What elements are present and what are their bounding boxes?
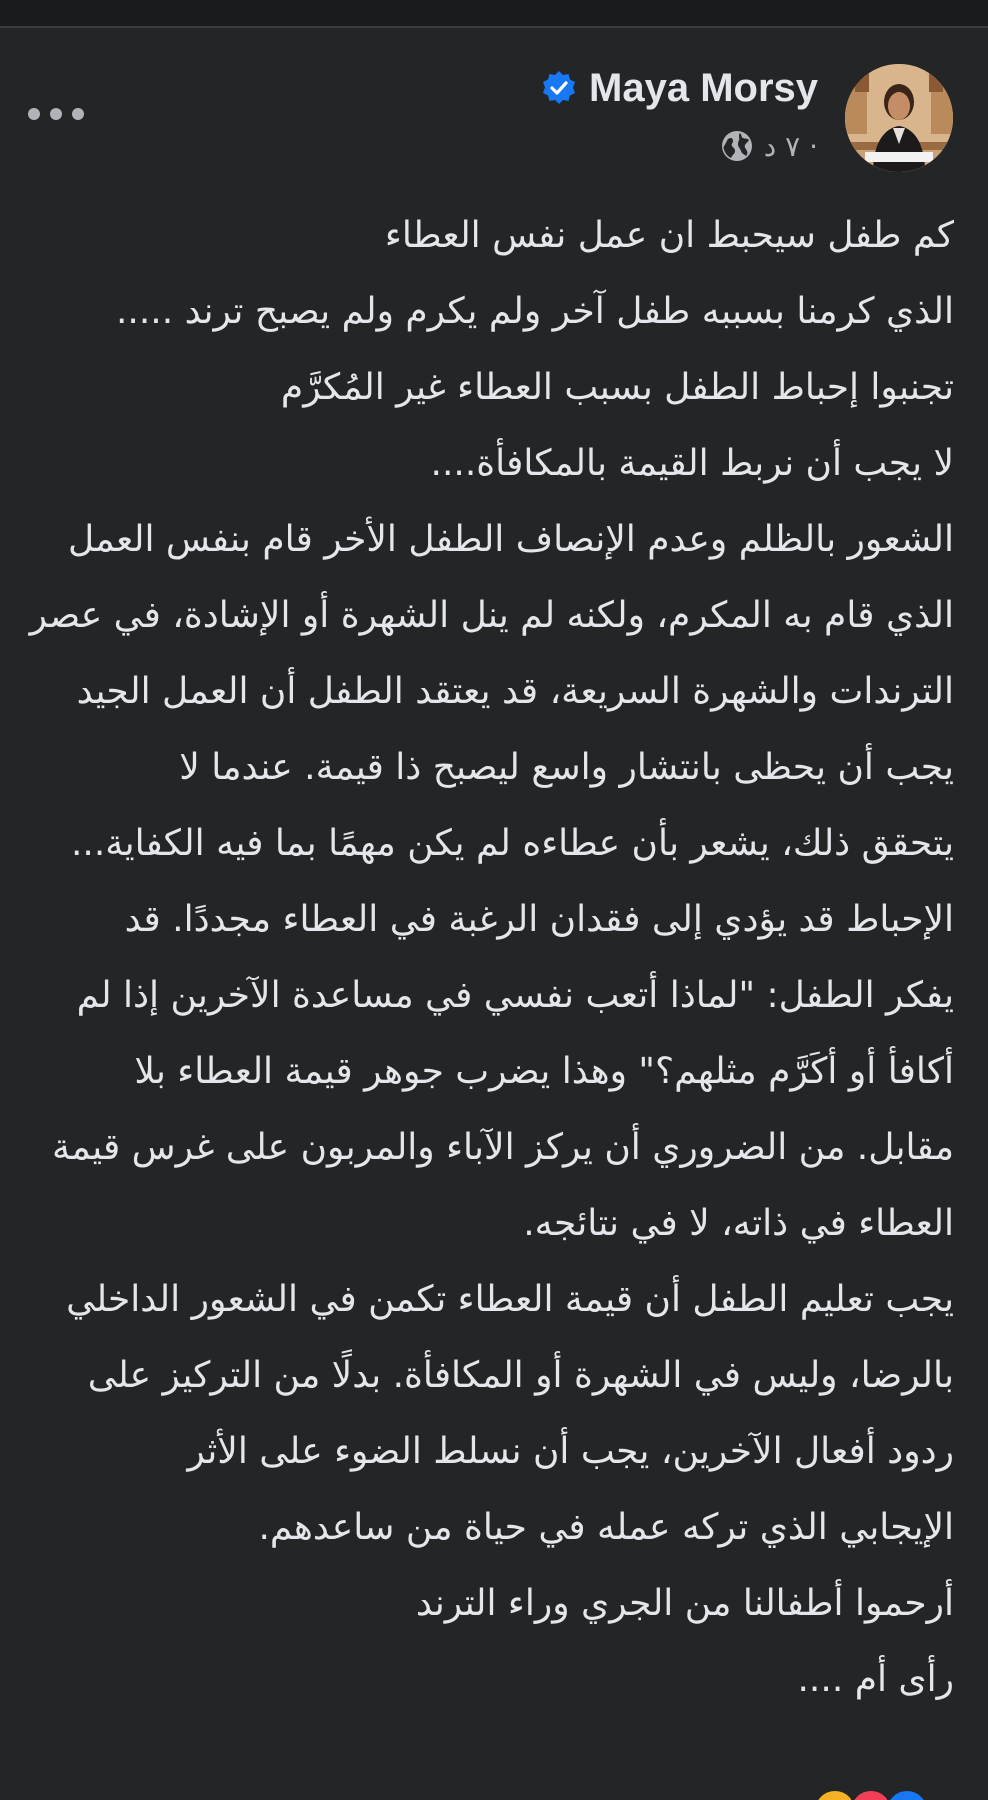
- more-options-dot: [50, 108, 62, 120]
- top-strip: [0, 0, 988, 28]
- author-name[interactable]: Maya Morsy: [589, 65, 818, 110]
- post-meta: [720, 124, 818, 168]
- post-line: يجب تعليم الطفل أن قيمة العطاء تكمن في الشعور الداخلي: [66, 1279, 954, 1320]
- post-header: [0, 28, 988, 178]
- post-line: كم طفل سيحبط ان عمل نفس العطاء: [384, 215, 954, 256]
- avatar-photo: [845, 64, 953, 172]
- post-text: [29, 198, 954, 1718]
- post-line: يفكر الطفل: "لماذا أتعب نفسي في مساعدة الآخرين إذا لم: [76, 975, 954, 1016]
- post-line: يجب أن يحظى بانتشار واسع ليصبح ذا قيمة. عندما لا: [179, 747, 954, 788]
- post-line: الإحباط قد يؤدي إلى فقدان الرغبة في العطاء مجددًا. قد: [124, 899, 954, 940]
- post-line: الذي كرمنا بسببه طفل آخر ولم يكرم ولم يصبح ترند .....: [115, 291, 954, 332]
- post-line: لا يجب أن نربط القيمة بالمكافأة....: [430, 443, 954, 484]
- post-line: تجنبوا إحباط الطفل بسبب العطاء غير المُكرَّم: [280, 367, 954, 408]
- post-line: الإيجابي الذي تركه عمله في حياة من ساعدهم.: [258, 1507, 954, 1548]
- more-options-dot: [72, 108, 84, 120]
- post-line: الشعور بالظلم وعدم الإنصاف الطفل الأخر قام بنفس العمل: [68, 519, 954, 560]
- post-line: أرحموا أطفالنا من الجري وراء الترند: [415, 1583, 954, 1624]
- reaction-icons[interactable]: [822, 1788, 930, 1800]
- verified-badge-icon: [541, 70, 577, 106]
- post-line: بالرضا، وليس في الشهرة أو المكافأة. بدلًا من التركيز على: [87, 1355, 954, 1396]
- more-options-button[interactable]: [28, 96, 84, 132]
- avatar[interactable]: [845, 64, 953, 172]
- globe-icon: [720, 129, 754, 163]
- post-line: يتحقق ذلك، يشعر بأن عطاءه لم يكن مهمًا بما فيه الكفاية...: [70, 823, 954, 864]
- post-line: الترندات والشهرة السريعة، قد يعتقد الطفل أن العمل الجيد: [76, 671, 954, 712]
- post-card: [0, 28, 988, 1800]
- post-line: رأى أم ....: [797, 1659, 954, 1700]
- more-options-icon: [28, 108, 40, 120]
- post-line: ردود أفعال الآخرين، يجب أن نسلط الضوء على الأثر: [187, 1431, 954, 1472]
- post-line: مقابل. من الضروري أن يركز الآباء والمربون على غرس قيمة: [52, 1127, 954, 1168]
- post-line: أكافأ أو أكَرَّم مثلهم؟" وهذا يضرب جوهر قيمة العطاء بلا: [134, 1051, 954, 1092]
- like-reaction-icon: [884, 1788, 930, 1800]
- post-line: العطاء في ذاته، لا في نتائجه.: [523, 1203, 954, 1244]
- author-row: [541, 60, 818, 116]
- post-timestamp[interactable]: ٧ د ·: [763, 129, 818, 163]
- post-line: الذي قام به المكرم، ولكنه لم ينل الشهرة أو الإشادة، في عصر: [29, 595, 954, 636]
